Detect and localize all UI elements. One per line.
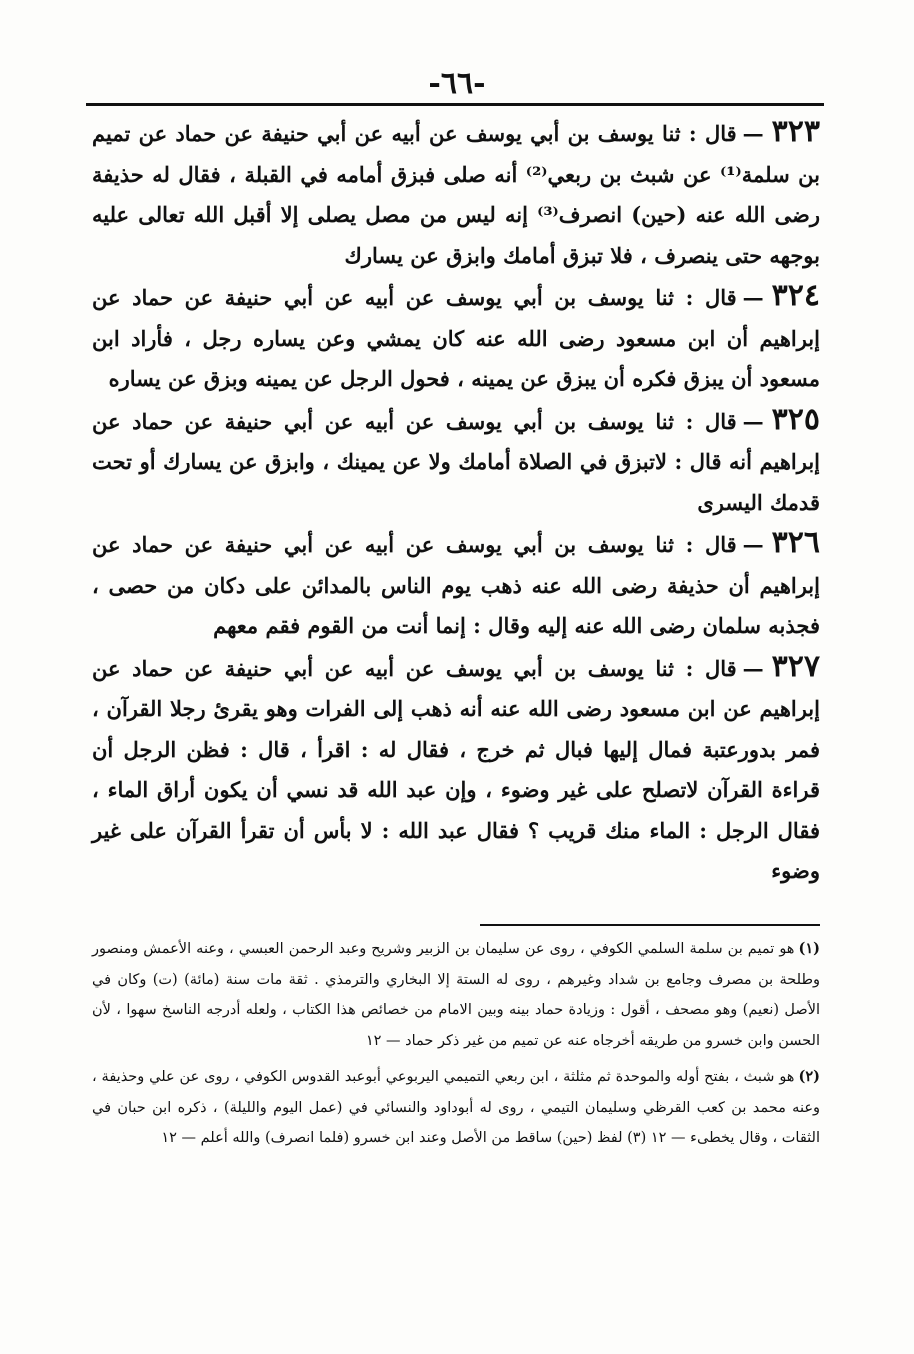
footnote-1 bbox=[92, 934, 820, 1056]
hadith-entry-324 bbox=[92, 276, 820, 400]
entry-number: ٣٢٥ bbox=[771, 401, 820, 437]
entry-text: قال : ثنا يوسف بن أبي يوسف عن أبيه عن أبي حنيفة عن حماد عن إبراهيم أنه قال : لاتبزق في الصلاة أمامك ولا عن يمينك ، وابزق عن يسارك أو تحت قدمك اليسرى bbox=[92, 408, 820, 515]
entry-dash: — bbox=[742, 408, 764, 434]
entry-number: ٣٢٧ bbox=[771, 648, 820, 684]
entry-number: ٣٢٦ bbox=[771, 525, 820, 560]
page-number: -٦٦- bbox=[428, 66, 486, 101]
entry-text: قال : ثنا يوسف بن أبي يوسف عن أبيه عن أبي حنيفة عن حماد عن إبراهيم عن ابن مسعود رضى الله عنه أنه ذهب إلى الفرات وهو يقرئ رجلا القرآن ، فمر بدورعتبة فمال إليها فبال ثم خرج ، فقال له : اقرأ ، قال : فظن الرجل أن قراءة القرآن لاتصلح على غير وضوء ، وإن عبد الله قد نسي أن يكون أراق الماء ، فقال الرجل : الماء منك قريب ؟ فقال عبد الله : لا بأس أن تقرأ القرآن على غير وضوء bbox=[92, 655, 820, 883]
hadith-entry-327 bbox=[92, 647, 820, 892]
main-text bbox=[92, 112, 820, 892]
footnotes bbox=[92, 934, 820, 1160]
footnote-rule bbox=[480, 924, 820, 926]
hadith-entry-325 bbox=[92, 400, 820, 524]
hadith-entry-326 bbox=[92, 523, 820, 647]
footnote-text: هو شبث ، بفتح أوله والموحدة ثم مثلثة ، ابن ربعي التميمي اليربوعي أبوعبد القدوس الكوفي ، روى عن علي وحذيفة ، وعنه محمد بن كعب القرظي وسليمان التيمي ، روى له أبوداود والنسائي في (عمل اليوم والليلة) ، ذكره ابن حبان في الثقات ، وقال يخطىء — ١٢ (٣) لفظ (حين) ساقط من الأصل وعند ابن خسرو (فلما انصرف) والله أعلم — ١٢ bbox=[92, 1069, 820, 1146]
entry-dash: — bbox=[742, 532, 764, 557]
header-rule bbox=[86, 103, 824, 106]
entry-number: ٣٢٤ bbox=[771, 278, 820, 313]
entry-dash: — bbox=[742, 285, 764, 310]
entry-number: ٣٢٣ bbox=[771, 114, 820, 149]
entry-text: قال : ثنا يوسف بن أبي يوسف عن أبيه عن أبي حنيفة عن حماد عن إبراهيم أن ابن مسعود رضى الله عنه كان يمشي وعن يساره رجل ، فأراد ابن مسعود أن يبزق فكره أن يبزق عن يمينه ، فحول الرجل عن يمينه وبزق عن يساره bbox=[92, 285, 820, 391]
entry-dash: — bbox=[742, 655, 764, 681]
footnote-mark: (١) bbox=[798, 940, 820, 957]
footnote-mark: (٢) bbox=[798, 1068, 820, 1085]
footnote-text: هو تميم بن سلمة السلمي الكوفي ، روى عن سليمان بن الزبير وشريح وعبد الرحمن العبسي ، وعنه الأعمش ومنصور وطلحة بن مصرف وجامع بن شداد وغيرهم ، روى له الستة إلا البخاري والترمذي . ثقة مات سنة (مائة) (ت) وكان في الأصل (نعيم) وهو مصحف ، أقول : وزيادة حماد بينه وبين الامام من خصائص هذا الكتاب ، ولعله أدرجه الناسخ سهوا ، لأن الحسن وابن خسرو من طريقه أخرجاه عنه عن تميم من غير ذكر حماد — ١٢ bbox=[92, 941, 820, 1049]
entry-text: قال : ثنا يوسف بن أبي يوسف عن أبيه عن أبي حنيفة عن حماد عن إبراهيم أن حذيفة رضى الله عنه ذهب يوم الناس بالمدائن على دكان من حصى ، فجذبه سلمان رضى الله عنه إليه وقال : إنما أنت من القوم فقم معهم bbox=[92, 532, 820, 638]
entry-text: قال : ثنا يوسف بن أبي يوسف عن أبيه عن أبي حنيفة عن حماد عن تميم بن سلمة⁽¹⁾ عن شبث بن ربعي⁽²⁾ أنه صلى فبزق أمامه في القبلة ، فقال له حذيفة رضى الله عنه (حين) انصرف⁽³⁾ إنه ليس من مصل يصلى إلا أقبل الله تعالى عليه بوجهه حتى ينصرف ، فلا تبزق أمامك وابزق عن يسارك bbox=[92, 121, 821, 268]
footnote-2 bbox=[92, 1062, 820, 1154]
hadith-entry-323 bbox=[92, 112, 820, 276]
entry-dash: — bbox=[742, 121, 764, 146]
